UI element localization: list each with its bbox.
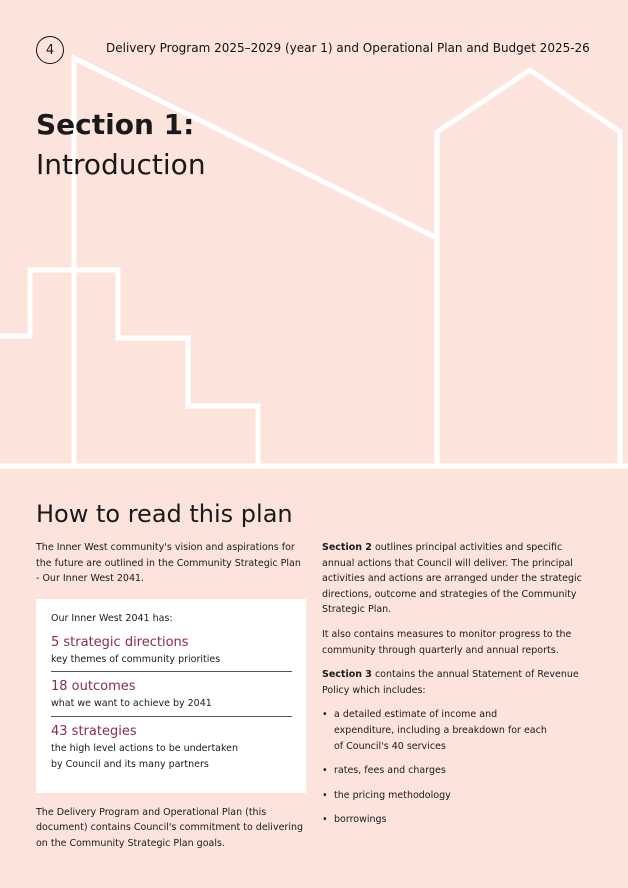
intro-paragraph: The Inner West community's vision and aspirations for the future are outlined in the Community Strategic Plan - Our Inner West 2041.	[36, 542, 301, 585]
section2-paragraph	[322, 540, 592, 618]
section-subtitle: Introduction	[36, 148, 206, 181]
box-item-desc: the high level actions to be undertaken by Council and its many partners	[51, 742, 239, 770]
list-item: • the pricing methodology	[322, 788, 592, 804]
list-item: • a detailed estimate of income and expenditure, including a breakdown for each of Council's 40 services	[322, 707, 549, 754]
document-title: Delivery Program 2025–2029 (year 1) and Operational Plan and Budget 2025-26	[106, 41, 590, 55]
left-column	[36, 540, 306, 852]
section-title: Section 1:	[36, 108, 195, 141]
section2-label: Section 2	[322, 542, 372, 553]
box-item-desc: what we want to achieve by 2041	[51, 698, 212, 710]
section3-paragraph	[322, 667, 592, 698]
how-to-read-heading: How to read this plan	[36, 500, 293, 528]
line-house-right	[437, 70, 620, 466]
section3-text: contains the annual Statement of Revenue Policy which includes:	[322, 669, 579, 696]
closing-paragraph: The Delivery Program and Operational Plan (this document) contains Council's commitment to delivering on the Community Strategic Plan goals.	[36, 806, 304, 849]
right-column	[322, 540, 592, 837]
box-item-stat: 43 strategies	[51, 723, 137, 739]
box-item-desc: key themes of community priorities	[51, 653, 221, 665]
section3-label: Section 3	[322, 669, 372, 681]
box-item	[51, 678, 292, 717]
our-inner-west-box	[36, 599, 306, 793]
box-item-stat: 5 strategic directions	[51, 634, 189, 650]
measures-paragraph: It also contains measures to monitor progress to the community through quarterly and annual reports.	[322, 628, 572, 656]
list-item: • rates, fees and charges	[322, 763, 592, 779]
line-steps	[0, 270, 258, 466]
revenue-policy-list	[322, 707, 592, 828]
box-item	[51, 723, 292, 776]
box-item-stat: 18 outcomes	[51, 679, 136, 695]
section2-text: outlines principal activities and specific annual actions that Council will deliver. The principal activities and actions are arranged under the strategic directions, outcome and strategies of the Community Strategic Plan.	[322, 542, 582, 616]
box-title: Our Inner West 2041 has:	[51, 612, 173, 624]
box-item	[51, 634, 292, 673]
page-number: 4	[36, 36, 64, 64]
list-item: • borrowings	[322, 812, 592, 828]
